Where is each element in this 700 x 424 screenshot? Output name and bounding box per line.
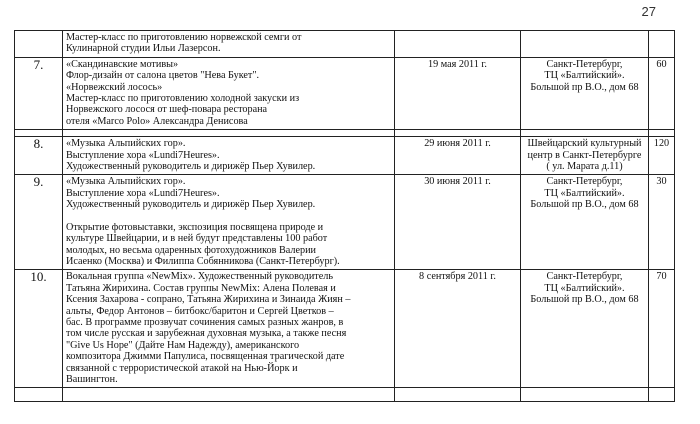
place-cell [521, 137, 649, 175]
table-row [15, 270, 675, 388]
description-line: Открытие фотовыставки, экспозиция посвящена природе и [66, 221, 324, 233]
place-line: Санкт-Петербург, [546, 58, 623, 70]
date-cell: 19 мая 2011 г. [395, 57, 521, 129]
description-line: Флор-дизайн от салона цветов "Нева Букет". [66, 70, 260, 82]
place-line: Санкт-Петербург, [546, 176, 623, 188]
empty-cell [649, 388, 675, 402]
table-row [15, 31, 675, 58]
count-cell [649, 31, 675, 58]
spacer-cell [521, 130, 649, 137]
row-number-cell [15, 31, 63, 58]
count-cell: 30 [649, 175, 675, 270]
count-cell: 70 [649, 270, 675, 388]
description-line: Норвежского лосося от шеф-повара ресторана [66, 104, 268, 116]
place-line: Большой пр В.О., дом 68 [530, 81, 639, 93]
description-cell [63, 175, 395, 270]
row-number-cell: 9. [15, 175, 63, 270]
table-row [15, 57, 675, 129]
description-line: композитора Джимми Папулиса, посвященная трагической дате [66, 351, 345, 363]
place-line: ( ул. Марата д.11) [546, 161, 623, 173]
date-cell [395, 31, 521, 58]
row-number-cell: 10. [15, 270, 63, 388]
spacer-cell [395, 130, 521, 137]
place-cell [521, 270, 649, 388]
description-line: «Норвежский лосось» [66, 81, 163, 93]
description-line: «Музыка Альпийских гор». [66, 176, 186, 188]
description-line: Вокальная группа «NewMix». Художественный руководитель [66, 271, 334, 283]
spacer-cell [63, 130, 395, 137]
description-line: Выступление хора «Lundi7Heures». [66, 187, 220, 199]
description-line: Кулинарной студии Ильи Лазерсон. [66, 43, 221, 55]
description-line: связанной с террористической атакой на Нью-Йорк и [66, 362, 298, 374]
events-table-body [15, 31, 675, 402]
description-line: бас. В программе прозвучат сочинения самых разных жанров, в [66, 316, 344, 328]
place-line: ТЦ «Балтийский». [544, 70, 625, 82]
description-line: Художественный руководитель и дирижёр Пьер Хувилер. [66, 199, 316, 211]
description-line: «Музыка Альпийских гор». [66, 138, 186, 150]
description-line: Художественный руководитель и дирижёр Пьер Хувилер. [66, 161, 316, 173]
description-cell [63, 270, 395, 388]
spacer-cell [649, 130, 675, 137]
empty-cell [521, 388, 649, 402]
description-line: Ксения Захарова - сопрано, Татьяна Жирихина и Зинаида Жиян – [66, 294, 351, 306]
place-cell [521, 31, 649, 58]
table-spacer-row [15, 130, 675, 137]
description-cell [63, 57, 395, 129]
description-line: Выступление хора «Lundi7Heures». [66, 149, 220, 161]
description-cell [63, 31, 395, 58]
place-cell [521, 57, 649, 129]
count-cell: 120 [649, 137, 675, 175]
events-table [14, 30, 675, 402]
description-line: Мастер-класс по приготовлению норвежской семги от [66, 32, 302, 43]
place-line: ТЦ «Балтийский». [544, 187, 625, 199]
description-line: молодых, но весьма одаренных фотохудожников Валерии [66, 244, 316, 256]
place-line: Швейцарский культурный [527, 138, 642, 150]
empty-cell [15, 388, 63, 402]
description-line: "Give Us Hope" (Дайте Нам Надежду), американского [66, 339, 300, 351]
date-cell: 8 сентября 2011 г. [395, 270, 521, 388]
table-row-cut-off [15, 388, 675, 402]
place-line: ТЦ «Балтийский». [544, 282, 625, 294]
date-cell: 29 июня 2011 г. [395, 137, 521, 175]
table-row [15, 137, 675, 175]
place-line: Большой пр В.О., дом 68 [530, 294, 639, 306]
row-number-cell: 8. [15, 137, 63, 175]
empty-cell [63, 388, 395, 402]
description-line: том числе русская и зарубежная духовная музыка, а также песня [66, 328, 347, 340]
description-line: отеля «Marco Polo» Александра Денисова [66, 115, 248, 127]
row-number-cell: 7. [15, 57, 63, 129]
description-line: культуре Швейцарии, и в ней будут представлены 100 работ [66, 233, 328, 245]
description-line: альты, Федор Антонов – битбокс/баритон и Сергей Цветков – [66, 305, 334, 317]
date-cell: 30 июня 2011 г. [395, 175, 521, 270]
description-line: Татьяна Жирихина. Состав группы NewMix: Алена Полевая и [66, 282, 336, 294]
place-cell [521, 175, 649, 270]
place-line: центр в Санкт-Петербурге [527, 149, 642, 161]
description-line: Исаенко (Москва) и Филиппа Собянникова (Санкт-Петербург). [66, 255, 340, 267]
description-line: Мастер-класс по приготовлению холодной закуски из [66, 93, 300, 105]
description-line: Вашингтон. [66, 373, 118, 385]
empty-cell [395, 388, 521, 402]
place-line: Большой пр В.О., дом 68 [530, 199, 639, 211]
place-line: Санкт-Петербург, [546, 271, 623, 283]
paragraph-gap [66, 211, 391, 222]
description-cell [63, 137, 395, 175]
page-number: 27 [641, 4, 656, 19]
table-row [15, 175, 675, 270]
count-cell: 60 [649, 57, 675, 129]
description-line: «Скандинавские мотивы» [66, 58, 179, 70]
